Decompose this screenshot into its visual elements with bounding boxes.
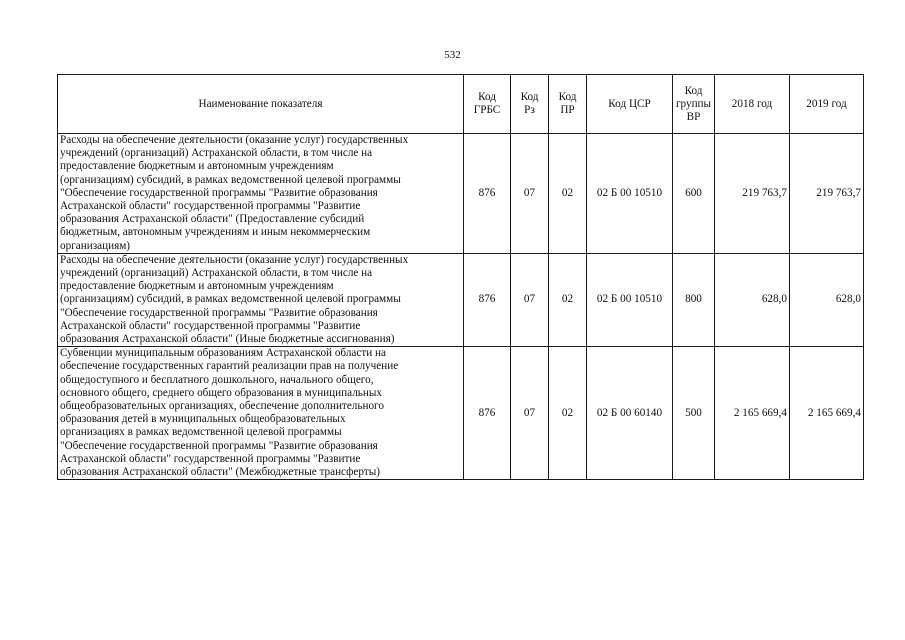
cell-csr: 02 Б 00 10510 (587, 134, 673, 254)
description-line: учреждений (организаций) Астраханской области, в том числе на (60, 147, 373, 160)
description-line: образования Астраханской области" (Межбюджетные трансферты) (60, 466, 380, 479)
header-vr-line-2: группы (675, 97, 712, 110)
cell-grbs: 876 (464, 253, 511, 346)
header-pr-line-1: Код (558, 91, 577, 103)
table-row (58, 253, 864, 346)
header-vr-line-1: Код (684, 84, 703, 97)
description-line: обеспечение государственных гарантий реализации прав на получение (60, 360, 399, 373)
header-rz-line-2: Рз (524, 104, 535, 116)
cell-2019: 628,0 (790, 253, 864, 346)
row-description (58, 253, 464, 346)
description-line: общедоступного и бесплатного дошкольного, начального общего, (60, 373, 374, 386)
description-line: предоставление бюджетным и автономным учреждениям (60, 280, 334, 293)
description-line: Расходы на обеспечение деятельности (оказание услуг) государственных (60, 253, 409, 266)
description-line: Субвенции муниципальным образованиям Астраханской области на (60, 347, 386, 360)
cell-vr: 600 (673, 134, 715, 254)
description-line: общеобразовательных организациях, обеспечение дополнительного (60, 400, 384, 413)
description-line: Астраханской области" государственной программы "Развитие (60, 200, 361, 213)
description-line: организациях в рамках ведомственной целевой программы (60, 426, 342, 439)
header-rz-line-1: Код (520, 91, 539, 103)
cell-grbs: 876 (464, 347, 511, 480)
description-line: "Обеспечение государственной программы "Развитие образования (60, 306, 378, 319)
description-line: Астраханской области" государственной программы "Развитие (60, 319, 361, 332)
description-line: (организациям) субсидий, в рамках ведомственной целевой программы (60, 173, 401, 186)
header-pr-line-2: ПР (560, 104, 575, 116)
cell-2019: 2 165 669,4 (790, 347, 864, 480)
cell-rz: 07 (511, 253, 549, 346)
description-line: Расходы на обеспечение деятельности (оказание услуг) государственных (60, 134, 409, 146)
cell-2018: 219 763,7 (715, 134, 790, 254)
cell-pr: 02 (549, 134, 587, 254)
cell-pr: 02 (549, 253, 587, 346)
description-line: предоставление бюджетным и автономным учреждениям (60, 160, 334, 173)
description-line: образования детей в муниципальных общеобразовательных (60, 413, 346, 426)
table-row (58, 347, 864, 480)
row-description (58, 134, 464, 254)
header-vr (673, 75, 715, 134)
cell-vr: 500 (673, 347, 715, 480)
description-line: учреждений (организаций) Астраханской области, в том числе на (60, 267, 373, 280)
description-line: образования Астраханской области" (Предоставление субсидий (60, 213, 365, 226)
cell-2019: 219 763,7 (790, 134, 864, 254)
header-2018: 2018 год (715, 75, 790, 134)
description-line: Астраханской области" государственной программы "Развитие (60, 452, 361, 465)
header-vr-line-3: ВР (686, 110, 701, 123)
budget-table (57, 74, 864, 480)
header-csr: Код ЦСР (587, 75, 673, 134)
cell-rz: 07 (511, 347, 549, 480)
page-number: 532 (444, 49, 461, 61)
description-line: образования Астраханской области" (Иные бюджетные ассигнования) (60, 333, 395, 346)
header-2019: 2019 год (790, 75, 864, 134)
cell-grbs: 876 (464, 134, 511, 254)
header-rz (511, 75, 549, 134)
header-grbs (464, 75, 511, 134)
cell-vr: 800 (673, 253, 715, 346)
description-line: "Обеспечение государственной программы "Развитие образования (60, 439, 378, 452)
header-row (58, 75, 864, 134)
cell-pr: 02 (549, 347, 587, 480)
description-line: (организациям) субсидий, в рамках ведомственной целевой программы (60, 293, 401, 306)
cell-rz: 07 (511, 134, 549, 254)
row-description (58, 347, 464, 480)
cell-2018: 2 165 669,4 (715, 347, 790, 480)
cell-csr: 02 Б 00 10510 (587, 253, 673, 346)
header-grbs-line-1: Код (478, 91, 496, 103)
header-pr (549, 75, 587, 134)
table-row (58, 134, 864, 254)
cell-2018: 628,0 (715, 253, 790, 346)
header-grbs-line-2: ГРБС (473, 104, 501, 116)
header-name: Наименование показателя (58, 75, 464, 134)
description-line: основного общего, среднего общего образования в муниципальных (60, 386, 382, 399)
cell-csr: 02 Б 00 60140 (587, 347, 673, 480)
description-line: бюджетным, автономным учреждениям и иным некоммерческим (60, 226, 371, 239)
description-line: "Обеспечение государственной программы "Развитие образования (60, 186, 378, 199)
description-line: организациям) (60, 239, 131, 252)
